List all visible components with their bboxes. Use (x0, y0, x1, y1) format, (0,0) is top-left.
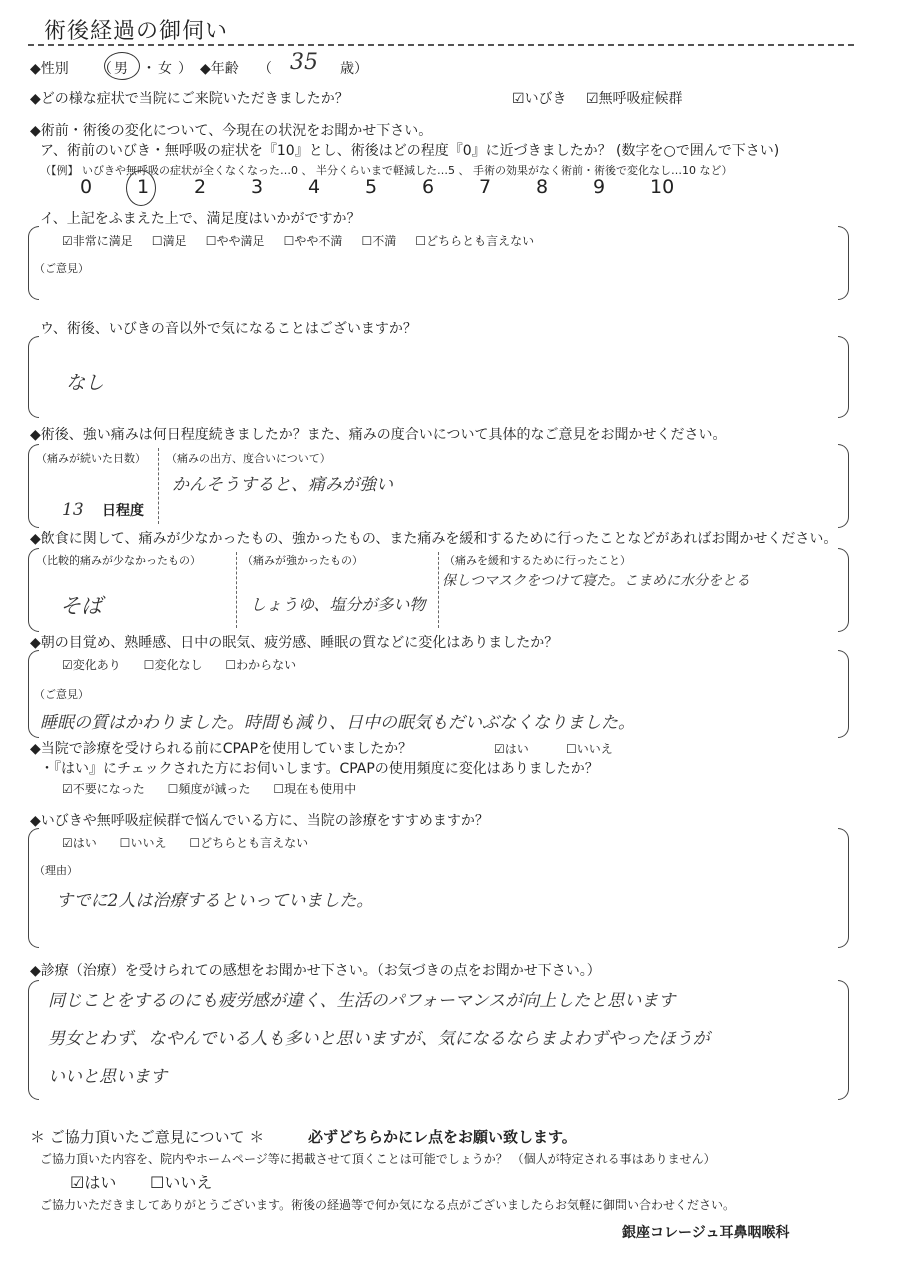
impression-answer-line-1[interactable]: 同じことをするのにも疲労感が違く、生活のパフォーマンスが向上したと思います (48, 991, 676, 1011)
symptom-option-snoring[interactable]: ☑いびき (512, 91, 567, 107)
other-bracket-right (838, 336, 849, 418)
scale-3[interactable]: 3 (251, 176, 264, 198)
change-subquestion-a: ア、術前のいびき・無呼吸の症状を『10』とし、術後はどの程度『0』に近づきましたか？ (数字を○で囲んで下さい) (40, 143, 780, 159)
change-example: （【例】 いびきや無呼吸の症状が全くなくなった…0 、 半分くらいまで軽減した…5 、 手術の効果がなく術前・術後で変化なし…10 など） (40, 164, 733, 177)
consent-question: ご協力頂いた内容を、院内やホームページ等に掲載させて頂くことは可能でしょうか？ （個人が特定される事はありません） (40, 1152, 716, 1166)
food-relief-label: （痛みを緩和するために行ったこと） (444, 554, 631, 567)
scale-10[interactable]: 10 (650, 176, 675, 198)
impression-answer-line-2[interactable]: 男女とわず、なやんでいる人も多いと思いますが、気になるならまよわずやったほうが (48, 1029, 710, 1049)
morning-option-1[interactable]: ☑変化あり (62, 658, 121, 672)
cpap-frequency-option-1[interactable]: ☑不要になった (62, 782, 145, 796)
food-strong-pain-answer[interactable]: しょうゆ、塩分が多い物 (250, 595, 426, 614)
title-underline (28, 44, 854, 46)
pain-days-label: （痛みが続いた日数） (36, 452, 146, 465)
scale-8[interactable]: 8 (536, 176, 549, 198)
pain-bracket-right (838, 444, 849, 528)
age-label: ◆年齢 (200, 61, 239, 77)
age-open-paren: （ (258, 61, 272, 77)
pain-divider (158, 448, 159, 524)
cpap-option-yes[interactable]: ☑はい (494, 742, 529, 756)
food-less-pain-label: （比較的痛みが少なかったもの） (36, 554, 201, 567)
impression-bracket-left (28, 980, 39, 1100)
recommend-reason-label: （理由） (34, 864, 78, 877)
thanks-message: ご協力いただきましてありがとうございます。術後の経過等で何か気になる点がございましたらお気軽に御問い合わせください。 (40, 1198, 736, 1212)
scale-6[interactable]: 6 (422, 176, 435, 198)
page-title: 術後経過の御伺い (44, 19, 229, 44)
cpap-question: ◆当院で診療を受けられる前にCPAPを使用していましたか？ (30, 741, 413, 757)
scale-9[interactable]: 9 (593, 176, 606, 198)
morning-options[interactable] (62, 656, 296, 673)
cpap-followup-question: ・『はい』にチェックされた方にお伺いします。CPAPの使用頻度に変化はありましたか？ (40, 761, 599, 777)
morning-option-2[interactable]: ☐変化なし (143, 658, 203, 672)
food-divider-1 (236, 552, 237, 628)
consent-option-yes[interactable]: ☑はい (70, 1173, 117, 1192)
scale-4[interactable]: 4 (308, 176, 321, 198)
consent-note-emphasis: 必ずどちらかにレ点をお願い致します。 (308, 1128, 577, 1146)
recommend-option-3[interactable]: ☐どちらとも言えない (189, 836, 309, 850)
food-bracket-right (838, 548, 849, 632)
gender-female[interactable]: 女 (158, 61, 172, 77)
recommend-bracket-left (28, 828, 39, 948)
cpap-frequency-option-3[interactable]: ☐現在も使用中 (273, 782, 357, 796)
food-question: ◆飲食に関して、痛みが少なかったもの、強かったもの、また痛みを緩和するために行ったことなどがあればお聞かせください。 (30, 531, 838, 547)
change-scale[interactable] (80, 176, 707, 198)
satisfaction-option-5[interactable]: ☐不満 (361, 234, 397, 248)
pain-degree-label: （痛みの出方、度合いについて） (166, 452, 331, 465)
gender-open-paren: （ (98, 61, 112, 77)
other-concern-answer[interactable]: なし (66, 372, 105, 394)
food-less-pain-answer[interactable]: そば (60, 594, 102, 618)
scale-2[interactable]: 2 (194, 176, 207, 198)
morning-opinion-answer[interactable]: 睡眠の質はかわりました。時間も減り、日中の眠気もだいぶなくなりました。 (40, 713, 635, 733)
age-close-paren: 歳） (340, 61, 368, 77)
satisfaction-option-3[interactable]: ☐やや満足 (205, 234, 265, 248)
satisfaction-option-4[interactable]: ☐やや不満 (283, 234, 343, 248)
satisfaction-options[interactable] (62, 232, 534, 249)
gender-label: ◆性別 (30, 61, 69, 77)
recommend-options[interactable] (62, 834, 308, 851)
symptom-question: ◆どの様な症状で当院にご来院いただきましたか？ (30, 91, 349, 107)
change-question: ◆術前・術後の変化について、今現在の状況をお聞かせ下さい。 (30, 123, 433, 139)
satisfaction-option-6[interactable]: ☐どちらとも言えない (415, 234, 535, 248)
impression-bracket-right (838, 980, 849, 1100)
other-concern-question: ウ、術後、いびきの音以外で気になることはございますか？ (40, 321, 417, 337)
morning-question: ◆朝の目覚め、熟睡感、日中の眠気、疲労感、睡眠の質などに変化はありましたか？ (30, 635, 559, 651)
gender-male[interactable]: 男 (114, 61, 128, 77)
clinic-name: 銀座コレージュ耳鼻咽喉科 (622, 1225, 790, 1241)
consent-option-no[interactable]: ☐いいえ (150, 1173, 213, 1192)
consent-note: ＊ ご協力頂いたご意見について ＊ (30, 1128, 265, 1146)
pain-question: ◆術後、強い痛みは何日程度続きましたか？また、痛みの度合いについて具体的なご意見をお聞かせください。 (30, 427, 727, 443)
recommend-question: ◆いびきや無呼吸症候群で悩んでいる方に、当院の診療をすすめますか？ (30, 813, 489, 829)
pain-days-unit: 日程度 (102, 503, 144, 519)
satisfaction-option-2[interactable]: ☐満足 (151, 234, 187, 248)
recommend-reason-answer[interactable]: すでに2人は治療するといっていました。 (56, 891, 374, 911)
impression-answer-line-3[interactable]: いいと思います (48, 1067, 167, 1087)
pain-degree-answer[interactable]: かんそうすると、痛みが強い (172, 475, 393, 495)
scale-1[interactable]: 1 (137, 176, 150, 198)
impression-question: ◆診療（治療）を受けられての感想をお聞かせ下さい。（お気づきの点をお聞かせ下さい。） (30, 963, 601, 979)
recommend-option-1[interactable]: ☑はい (62, 836, 97, 850)
recommend-bracket-right (838, 828, 849, 948)
age-value[interactable]: 35 (290, 50, 318, 75)
pain-days-value[interactable]: 13 (62, 500, 84, 520)
satisfaction-opinion-label: （ご意見） (34, 262, 89, 275)
food-strong-pain-label: （痛みが強かったもの） (242, 554, 363, 567)
cpap-option-no[interactable]: ☐いいえ (566, 742, 613, 756)
apnea-label: 無呼吸症候群 (598, 91, 683, 107)
symptom-option-apnea[interactable]: ☑無呼吸症候群 (586, 91, 683, 107)
other-bracket-left (28, 336, 39, 418)
morning-bracket-right (838, 650, 849, 738)
gender-close-paren: ） (178, 61, 192, 77)
satisfaction-question: イ、上記をふまえた上で、満足度はいかがですか？ (40, 211, 361, 227)
recommend-option-2[interactable]: ☐いいえ (119, 836, 167, 850)
scale-selected-circle (126, 170, 156, 206)
snoring-label: いびき (524, 91, 567, 107)
gender-dot: ・ (142, 61, 156, 77)
satisfaction-option-1[interactable]: ☑非常に満足 (62, 234, 133, 248)
scale-7[interactable]: 7 (479, 176, 492, 198)
scale-0[interactable]: 0 (80, 176, 93, 198)
satisfaction-bracket-right (838, 226, 849, 300)
morning-opinion-label: （ご意見） (34, 688, 89, 701)
gender-selected-circle (104, 52, 140, 80)
cpap-frequency-option-2[interactable]: ☐頻度が減った (167, 782, 251, 796)
morning-option-3[interactable]: ☐わからない (225, 658, 297, 672)
cpap-frequency-options[interactable] (62, 780, 356, 797)
scale-5[interactable]: 5 (365, 176, 378, 198)
food-divider-2 (438, 552, 439, 628)
food-relief-answer[interactable]: 保しつマスクをつけて寝た。こまめに水分をとる (442, 573, 750, 589)
